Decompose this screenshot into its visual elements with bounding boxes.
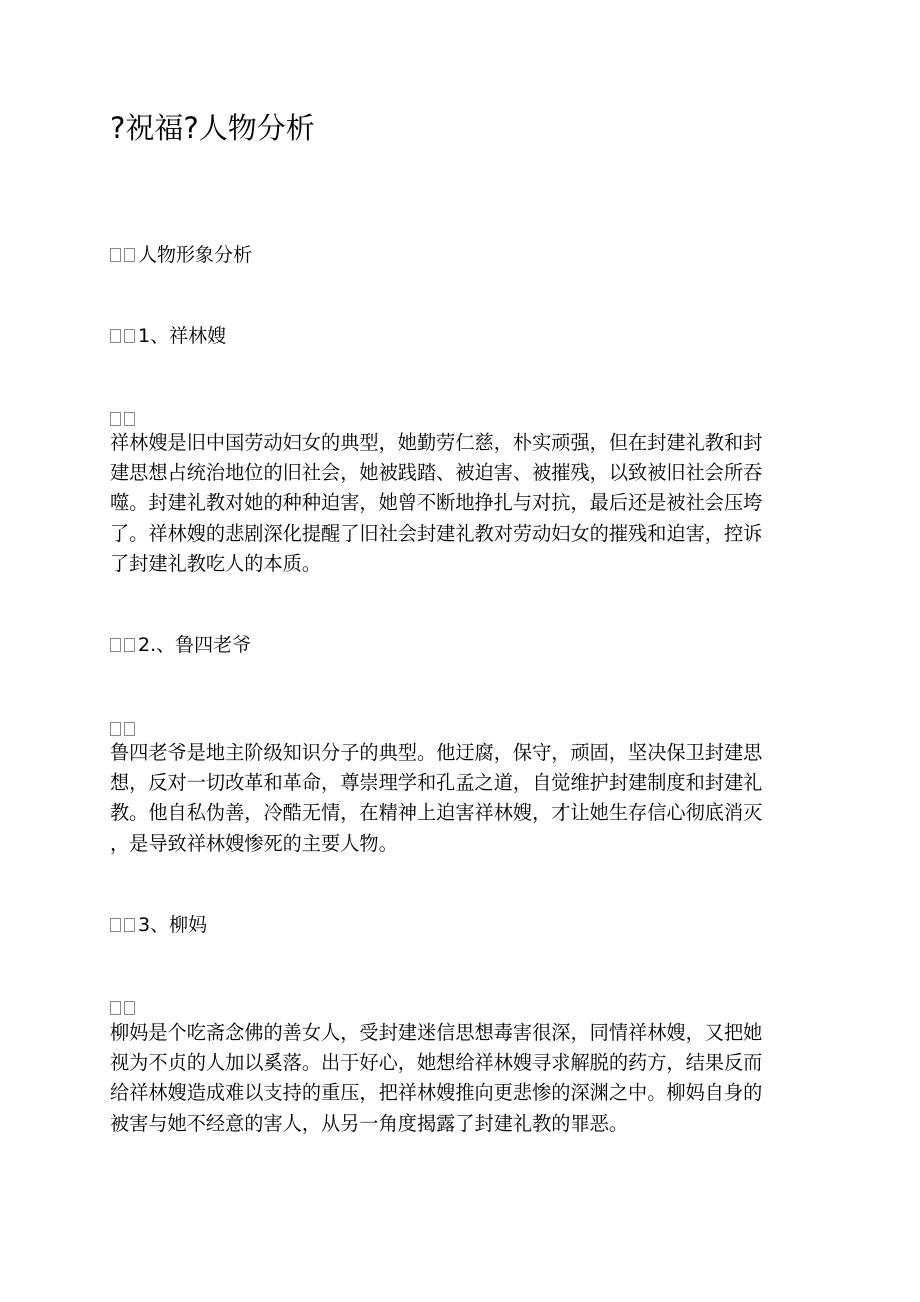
missing-glyph-icon [110, 1001, 121, 1015]
paragraph-line: 了封建礼教吃人的本质。 [110, 551, 322, 575]
missing-glyph-icon [124, 329, 135, 343]
character-paragraph-liuma [110, 1018, 800, 1139]
paragraph-line: 鲁四老爷是地主阶级知识分子的典型。他迂腐，保守，顽固，坚决保卫封建思 [110, 741, 763, 764]
missing-glyph-icon [110, 918, 121, 932]
character-heading-text: 3、柳妈 [138, 914, 208, 936]
document-title: ?祝福?人物分析 [110, 111, 315, 145]
paragraph-line: 建思想占统治地位的旧社会，她被践踏、被迫害、被摧残，以致被旧社会所吞 [110, 461, 763, 485]
character-paragraph-lusilaoye [110, 738, 800, 859]
missing-glyph-icon [124, 722, 135, 736]
paragraph-marker [110, 999, 138, 1017]
character-heading-liuma [110, 911, 207, 939]
character-heading-xianglinsao [110, 322, 226, 350]
section-heading [110, 241, 252, 269]
missing-glyph-icon [124, 638, 135, 652]
paragraph-marker [110, 720, 138, 738]
paragraph-line: 祥林嫂是旧中国劳动妇女的典型，她勤劳仁慈，朴实顽强，但在封建礼教和封 [110, 431, 763, 454]
paragraph-line: 教。他自私伪善，冷酷无情，在精神上迫害祥林嫂，才让她生存信心彻底消灭 [110, 801, 763, 825]
missing-glyph-icon [124, 248, 135, 262]
paragraph-line: 噬。封建礼教对她的种种迫害，她曾不断地挣扎与对抗，最后还是被社会压垮 [110, 491, 763, 515]
missing-glyph-icon [110, 722, 121, 736]
paragraph-line: 柳妈是个吃斋念佛的善女人，受封建迷信思想毒害很深，同情祥林嫂，又把她 [110, 1021, 763, 1044]
missing-glyph-icon [110, 638, 121, 652]
missing-glyph-icon [124, 412, 135, 426]
missing-glyph-icon [110, 329, 121, 343]
paragraph-line: 被害与她不经意的害人，从另一角度揭露了封建礼教的罪恶。 [110, 1111, 629, 1135]
paragraph-line: 视为不贞的人加以奚落。出于好心，她想给祥林嫂寻求解脱的药方，结果反而 [110, 1051, 763, 1075]
paragraph-marker [110, 410, 138, 428]
missing-glyph-icon [110, 412, 121, 426]
paragraph-line: 给祥林嫂造成难以支持的重压，把祥林嫂推向更悲惨的深渊之中。柳妈自身的 [110, 1081, 763, 1105]
character-paragraph-xianglinsao [110, 428, 800, 579]
missing-glyph-icon [124, 918, 135, 932]
character-heading-lusilaoye [110, 631, 251, 659]
missing-glyph-icon [110, 248, 121, 262]
character-heading-text: 2.、鲁四老爷 [138, 634, 252, 656]
paragraph-line: 了。祥林嫂的悲剧深化提醒了旧社会封建礼教对劳动妇女的摧残和迫害，控诉 [110, 521, 763, 545]
section-heading-text: 人物形象分析 [138, 244, 253, 266]
paragraph-line: 想，反对一切改革和革命，尊崇理学和孔孟之道，自觉维护封建制度和封建礼 [110, 771, 763, 795]
paragraph-line: ，是导致祥林嫂惨死的主要人物。 [110, 831, 398, 855]
character-heading-text: 1、祥林嫂 [138, 325, 227, 347]
missing-glyph-icon [124, 1001, 135, 1015]
